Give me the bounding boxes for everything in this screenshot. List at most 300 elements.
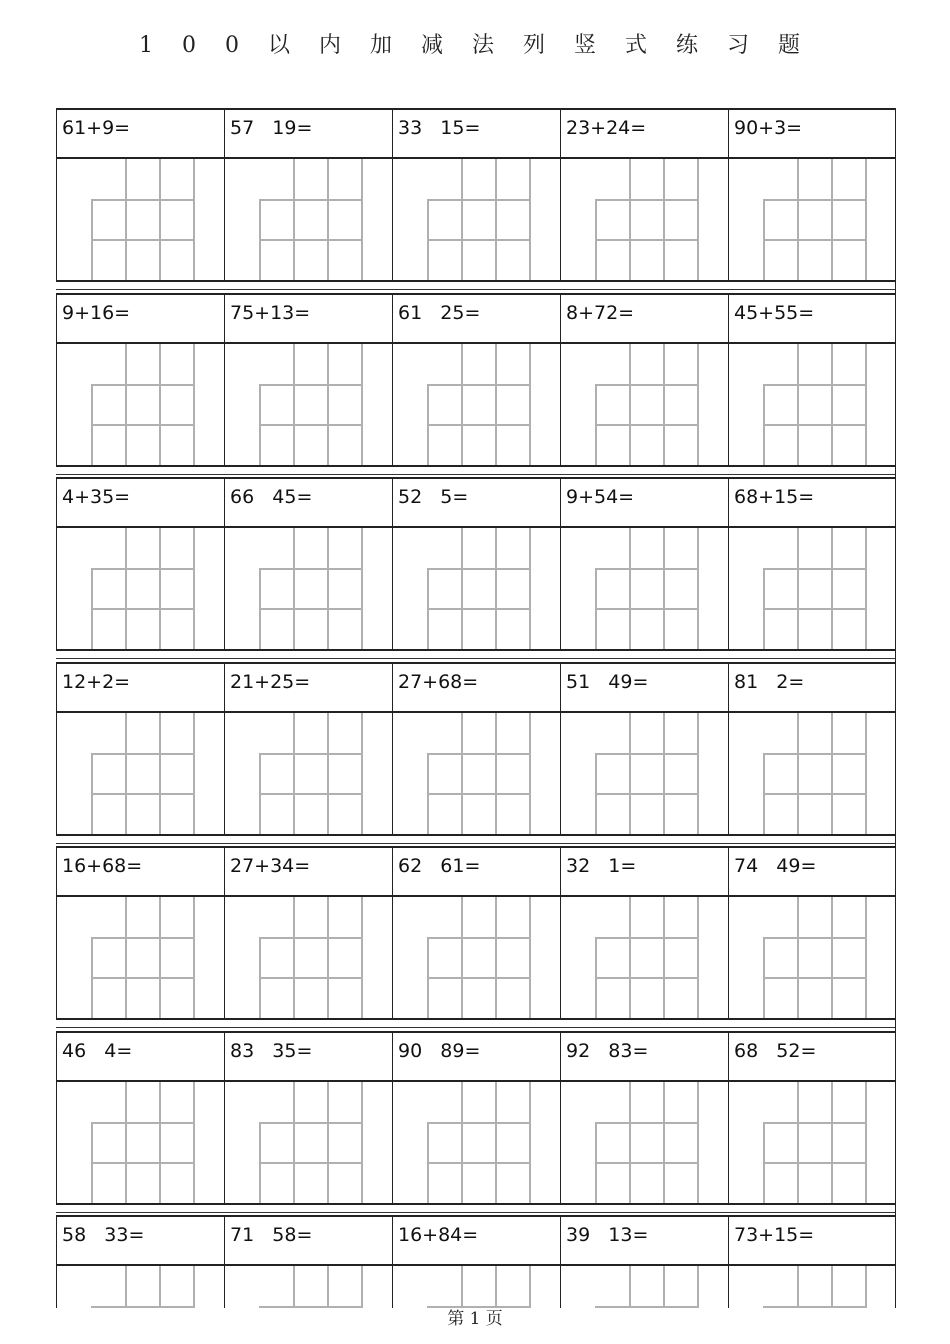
grid-line bbox=[125, 713, 127, 834]
problem-text: 27+34= bbox=[230, 855, 311, 877]
problem-cell bbox=[728, 662, 896, 836]
digit-grid bbox=[763, 1082, 865, 1203]
grid-line bbox=[461, 897, 463, 1018]
grid-line bbox=[259, 753, 363, 755]
digit-grid bbox=[91, 1082, 193, 1203]
problem-cell bbox=[56, 1031, 224, 1205]
problem-box bbox=[560, 477, 728, 528]
grid-line bbox=[763, 753, 867, 755]
grid-line bbox=[159, 897, 161, 1018]
vertical-work-area[interactable] bbox=[560, 159, 728, 282]
grid-line bbox=[91, 1122, 195, 1124]
vertical-work-area[interactable] bbox=[392, 528, 560, 651]
sheet-right-border bbox=[895, 108, 896, 1308]
vertical-work-area[interactable] bbox=[56, 1082, 224, 1205]
vertical-work-area[interactable] bbox=[560, 897, 728, 1020]
grid-line bbox=[259, 608, 363, 610]
problem-row bbox=[56, 477, 896, 651]
grid-line bbox=[529, 344, 531, 465]
vertical-work-area[interactable] bbox=[728, 713, 896, 836]
problem-box bbox=[56, 1215, 224, 1266]
grid-line bbox=[125, 344, 127, 465]
grid-line bbox=[663, 713, 665, 834]
grid-line bbox=[259, 977, 363, 979]
grid-line bbox=[427, 977, 531, 979]
grid-line bbox=[91, 977, 195, 979]
grid-line bbox=[259, 239, 363, 241]
digit-grid bbox=[259, 1266, 361, 1308]
problem-row bbox=[56, 293, 896, 467]
grid-line bbox=[125, 528, 127, 649]
grid-line bbox=[697, 344, 699, 465]
grid-line bbox=[427, 793, 531, 795]
problem-box bbox=[728, 846, 896, 897]
grid-line bbox=[361, 159, 363, 280]
grid-line bbox=[629, 159, 631, 280]
grid-line bbox=[193, 1266, 195, 1308]
grid-line bbox=[159, 528, 161, 649]
problem-cell bbox=[728, 846, 896, 1020]
grid-line bbox=[495, 1266, 497, 1308]
vertical-work-area[interactable] bbox=[392, 159, 560, 282]
row-separator bbox=[56, 1212, 896, 1213]
vertical-work-area[interactable] bbox=[56, 159, 224, 282]
grid-line bbox=[529, 528, 531, 649]
problem-cell bbox=[392, 846, 560, 1020]
problem-text: 66 45= bbox=[230, 486, 313, 508]
digit-grid bbox=[763, 1266, 865, 1308]
digit-grid bbox=[91, 159, 193, 280]
problem-cell bbox=[224, 477, 392, 651]
digit-grid bbox=[595, 713, 697, 834]
problem-box bbox=[728, 1215, 896, 1266]
problem-cell bbox=[728, 477, 896, 651]
grid-line bbox=[159, 1266, 161, 1308]
row-separator bbox=[56, 658, 896, 659]
problem-text: 12+2= bbox=[62, 670, 131, 693]
grid-line bbox=[663, 897, 665, 1018]
vertical-work-area[interactable] bbox=[392, 1266, 560, 1308]
grid-line bbox=[91, 424, 195, 426]
grid-line bbox=[159, 344, 161, 465]
problem-text: 71 58= bbox=[230, 1224, 313, 1246]
problem-text: 57 19= bbox=[230, 117, 313, 139]
problem-box bbox=[392, 1215, 560, 1266]
grid-line bbox=[865, 713, 867, 834]
grid-line bbox=[663, 528, 665, 649]
grid-line bbox=[193, 528, 195, 649]
digit-grid bbox=[427, 897, 529, 1018]
vertical-work-area[interactable] bbox=[392, 344, 560, 467]
grid-line bbox=[427, 568, 531, 570]
grid-line bbox=[259, 1122, 363, 1124]
vertical-work-area[interactable] bbox=[392, 1082, 560, 1205]
grid-line bbox=[327, 344, 329, 465]
vertical-work-area[interactable] bbox=[224, 159, 392, 282]
problem-cell bbox=[224, 662, 392, 836]
vertical-work-area[interactable] bbox=[560, 344, 728, 467]
problem-cell bbox=[728, 1215, 896, 1308]
vertical-work-area[interactable] bbox=[224, 528, 392, 651]
grid-line bbox=[461, 344, 463, 465]
problem-box bbox=[728, 662, 896, 713]
worksheet bbox=[56, 108, 896, 1308]
digit-grid bbox=[427, 1266, 529, 1308]
row-separator bbox=[56, 1027, 896, 1028]
grid-line bbox=[865, 159, 867, 280]
grid-line bbox=[595, 977, 699, 979]
problem-box bbox=[56, 662, 224, 713]
vertical-work-area[interactable] bbox=[56, 528, 224, 651]
grid-line bbox=[763, 1122, 867, 1124]
vertical-work-area[interactable] bbox=[560, 528, 728, 651]
problem-cell bbox=[560, 108, 728, 282]
problem-text: 45+55= bbox=[734, 301, 815, 324]
problem-cell bbox=[392, 108, 560, 282]
grid-line bbox=[327, 528, 329, 649]
grid-line bbox=[461, 1082, 463, 1203]
grid-line bbox=[797, 1082, 799, 1203]
vertical-work-area[interactable] bbox=[728, 897, 896, 1020]
grid-line bbox=[865, 1266, 867, 1308]
grid-line bbox=[831, 1266, 833, 1308]
vertical-work-area[interactable] bbox=[224, 713, 392, 836]
vertical-work-area[interactable] bbox=[728, 528, 896, 651]
row-separator bbox=[56, 474, 896, 475]
problem-cell bbox=[728, 1031, 896, 1205]
problem-row bbox=[56, 846, 896, 1020]
grid-line bbox=[595, 608, 699, 610]
problem-cell bbox=[560, 846, 728, 1020]
problem-box bbox=[392, 108, 560, 159]
problem-cell bbox=[56, 662, 224, 836]
vertical-work-area[interactable] bbox=[56, 713, 224, 836]
problem-text: 21+25= bbox=[230, 670, 311, 693]
grid-line bbox=[763, 608, 867, 610]
grid-line bbox=[125, 897, 127, 1018]
grid-line bbox=[461, 528, 463, 649]
vertical-work-area[interactable] bbox=[56, 1266, 224, 1308]
vertical-work-area[interactable] bbox=[392, 897, 560, 1020]
grid-line bbox=[361, 1266, 363, 1308]
problem-text: 58 33= bbox=[62, 1224, 145, 1246]
grid-line bbox=[293, 1082, 295, 1203]
problem-box bbox=[56, 846, 224, 897]
grid-line bbox=[595, 239, 699, 241]
grid-line bbox=[595, 424, 699, 426]
problem-cell bbox=[392, 1031, 560, 1205]
problem-cell bbox=[56, 1215, 224, 1308]
grid-line bbox=[427, 424, 531, 426]
digit-grid bbox=[259, 713, 361, 834]
vertical-work-area[interactable] bbox=[560, 1266, 728, 1308]
digit-grid bbox=[427, 528, 529, 649]
problem-row bbox=[56, 1215, 896, 1308]
grid-line bbox=[327, 1266, 329, 1308]
grid-line bbox=[595, 793, 699, 795]
grid-line bbox=[361, 528, 363, 649]
problem-cell bbox=[224, 1031, 392, 1205]
digit-grid bbox=[595, 1082, 697, 1203]
grid-line bbox=[831, 713, 833, 834]
problem-text: 27+68= bbox=[398, 670, 479, 693]
grid-line bbox=[663, 1082, 665, 1203]
vertical-work-area[interactable] bbox=[224, 1266, 392, 1308]
grid-line bbox=[629, 713, 631, 834]
grid-line bbox=[763, 977, 867, 979]
grid-line bbox=[495, 344, 497, 465]
grid-line bbox=[259, 937, 363, 939]
grid-line bbox=[663, 159, 665, 280]
grid-line bbox=[259, 793, 363, 795]
grid-line bbox=[327, 897, 329, 1018]
digit-grid bbox=[763, 344, 865, 465]
digit-grid bbox=[595, 897, 697, 1018]
grid-line bbox=[91, 199, 195, 201]
grid-line bbox=[595, 1122, 699, 1124]
grid-line bbox=[763, 384, 867, 386]
grid-line bbox=[461, 1266, 463, 1308]
problem-box bbox=[560, 293, 728, 344]
grid-line bbox=[91, 793, 195, 795]
problem-text: 83 35= bbox=[230, 1039, 313, 1062]
grid-line bbox=[697, 713, 699, 834]
problem-text: 75+13= bbox=[230, 301, 311, 324]
grid-line bbox=[797, 528, 799, 649]
problem-box bbox=[392, 662, 560, 713]
grid-line bbox=[831, 528, 833, 649]
row-separator bbox=[56, 289, 896, 290]
digit-grid bbox=[427, 713, 529, 834]
digit-grid bbox=[595, 344, 697, 465]
grid-line bbox=[529, 897, 531, 1018]
grid-line bbox=[629, 528, 631, 649]
digit-grid bbox=[595, 528, 697, 649]
problem-text: 68+15= bbox=[734, 486, 815, 508]
grid-line bbox=[91, 239, 195, 241]
vertical-work-area[interactable] bbox=[560, 713, 728, 836]
problem-cell bbox=[392, 662, 560, 836]
problem-box bbox=[560, 108, 728, 159]
problem-cell bbox=[56, 846, 224, 1020]
digit-grid bbox=[259, 159, 361, 280]
grid-line bbox=[461, 713, 463, 834]
grid-line bbox=[461, 159, 463, 280]
problem-box bbox=[560, 662, 728, 713]
grid-line bbox=[361, 713, 363, 834]
problem-cell bbox=[560, 1031, 728, 1205]
vertical-work-area[interactable] bbox=[560, 1082, 728, 1205]
grid-line bbox=[529, 1082, 531, 1203]
grid-line bbox=[293, 897, 295, 1018]
problem-text: 62 61= bbox=[398, 855, 481, 877]
digit-grid bbox=[91, 344, 193, 465]
grid-line bbox=[697, 897, 699, 1018]
problem-box bbox=[728, 293, 896, 344]
digit-grid bbox=[259, 344, 361, 465]
page-footer: 第 1 页 bbox=[447, 1309, 503, 1329]
grid-line bbox=[193, 897, 195, 1018]
vertical-work-area[interactable] bbox=[56, 344, 224, 467]
grid-line bbox=[259, 384, 363, 386]
grid-line bbox=[629, 1082, 631, 1203]
grid-line bbox=[327, 713, 329, 834]
grid-line bbox=[91, 1162, 195, 1164]
grid-line bbox=[865, 897, 867, 1018]
grid-line bbox=[663, 1266, 665, 1308]
problem-text: 61 25= bbox=[398, 301, 481, 324]
grid-line bbox=[495, 897, 497, 1018]
problem-box bbox=[392, 477, 560, 528]
problem-cell bbox=[728, 293, 896, 467]
grid-line bbox=[831, 344, 833, 465]
problem-cell bbox=[224, 846, 392, 1020]
grid-line bbox=[125, 1266, 127, 1308]
problem-text: 33 15= bbox=[398, 117, 481, 139]
digit-grid bbox=[763, 159, 865, 280]
problem-cell bbox=[392, 477, 560, 651]
digit-grid bbox=[763, 713, 865, 834]
grid-line bbox=[125, 1082, 127, 1203]
grid-line bbox=[629, 344, 631, 465]
vertical-work-area[interactable] bbox=[56, 897, 224, 1020]
grid-line bbox=[293, 159, 295, 280]
problem-text: 52 5= bbox=[398, 486, 469, 508]
problem-box bbox=[56, 108, 224, 159]
grid-line bbox=[697, 159, 699, 280]
grid-line bbox=[91, 384, 195, 386]
grid-line bbox=[763, 937, 867, 939]
vertical-work-area[interactable] bbox=[392, 713, 560, 836]
problem-text: 4+35= bbox=[62, 486, 131, 508]
vertical-work-area[interactable] bbox=[728, 159, 896, 282]
grid-line bbox=[327, 1082, 329, 1203]
digit-grid bbox=[259, 1082, 361, 1203]
problem-cell bbox=[56, 477, 224, 651]
problem-cell bbox=[224, 108, 392, 282]
vertical-work-area[interactable] bbox=[728, 344, 896, 467]
grid-line bbox=[797, 159, 799, 280]
grid-line bbox=[663, 344, 665, 465]
problem-box bbox=[224, 1215, 392, 1266]
grid-line bbox=[293, 344, 295, 465]
problem-box bbox=[392, 293, 560, 344]
problem-cell bbox=[560, 477, 728, 651]
grid-line bbox=[831, 897, 833, 1018]
grid-line bbox=[193, 1082, 195, 1203]
problem-cell bbox=[728, 108, 896, 282]
grid-line bbox=[159, 159, 161, 280]
grid-line bbox=[595, 753, 699, 755]
digit-grid bbox=[763, 528, 865, 649]
grid-line bbox=[495, 713, 497, 834]
grid-line bbox=[91, 753, 195, 755]
problem-text: 92 83= bbox=[566, 1039, 649, 1062]
problem-box bbox=[728, 1031, 896, 1082]
grid-line bbox=[763, 1162, 867, 1164]
grid-line bbox=[427, 753, 531, 755]
grid-line bbox=[427, 1122, 531, 1124]
problem-text: 8+72= bbox=[566, 301, 635, 324]
grid-line bbox=[797, 1266, 799, 1308]
grid-line bbox=[763, 793, 867, 795]
grid-line bbox=[125, 159, 127, 280]
problem-text: 46 4= bbox=[62, 1039, 133, 1062]
grid-line bbox=[259, 424, 363, 426]
grid-line bbox=[595, 937, 699, 939]
digit-grid bbox=[91, 713, 193, 834]
problem-cell bbox=[224, 293, 392, 467]
grid-line bbox=[697, 528, 699, 649]
grid-line bbox=[529, 1266, 531, 1308]
grid-line bbox=[797, 344, 799, 465]
digit-grid bbox=[763, 897, 865, 1018]
problem-box bbox=[224, 477, 392, 528]
vertical-work-area[interactable] bbox=[224, 1082, 392, 1205]
problem-text: 51 49= bbox=[566, 670, 649, 693]
problem-cell bbox=[560, 662, 728, 836]
grid-line bbox=[361, 344, 363, 465]
vertical-work-area[interactable] bbox=[224, 344, 392, 467]
grid-line bbox=[91, 568, 195, 570]
problem-text: 32 1= bbox=[566, 855, 637, 877]
vertical-work-area[interactable] bbox=[728, 1082, 896, 1205]
problem-text: 61+9= bbox=[62, 117, 131, 139]
grid-line bbox=[427, 1162, 531, 1164]
problem-text: 73+15= bbox=[734, 1224, 815, 1246]
problem-row bbox=[56, 1031, 896, 1205]
problem-cell bbox=[224, 1215, 392, 1308]
problem-box bbox=[224, 662, 392, 713]
problem-box bbox=[224, 293, 392, 344]
grid-line bbox=[159, 713, 161, 834]
problem-box bbox=[392, 846, 560, 897]
grid-line bbox=[327, 159, 329, 280]
grid-line bbox=[293, 528, 295, 649]
problem-text: 23+24= bbox=[566, 117, 647, 139]
problem-text: 68 52= bbox=[734, 1039, 817, 1062]
row-separator bbox=[56, 843, 896, 844]
digit-grid bbox=[595, 159, 697, 280]
grid-line bbox=[495, 528, 497, 649]
grid-line bbox=[595, 199, 699, 201]
problem-box bbox=[392, 1031, 560, 1082]
grid-line bbox=[629, 1266, 631, 1308]
problem-text: 16+84= bbox=[398, 1224, 479, 1246]
problem-box bbox=[560, 1215, 728, 1266]
digit-grid bbox=[595, 1266, 697, 1308]
grid-line bbox=[495, 1082, 497, 1203]
grid-line bbox=[865, 344, 867, 465]
problem-text: 16+68= bbox=[62, 855, 143, 877]
grid-line bbox=[529, 713, 531, 834]
problem-box bbox=[224, 108, 392, 159]
grid-line bbox=[91, 608, 195, 610]
problem-cell bbox=[560, 293, 728, 467]
grid-line bbox=[831, 1082, 833, 1203]
problem-box bbox=[224, 846, 392, 897]
vertical-work-area[interactable] bbox=[728, 1266, 896, 1308]
grid-line bbox=[797, 713, 799, 834]
grid-line bbox=[193, 344, 195, 465]
grid-line bbox=[595, 1162, 699, 1164]
problem-text: 81 2= bbox=[734, 670, 805, 693]
vertical-work-area[interactable] bbox=[224, 897, 392, 1020]
problem-row bbox=[56, 662, 896, 836]
digit-grid bbox=[427, 344, 529, 465]
grid-line bbox=[495, 159, 497, 280]
problem-box bbox=[56, 293, 224, 344]
